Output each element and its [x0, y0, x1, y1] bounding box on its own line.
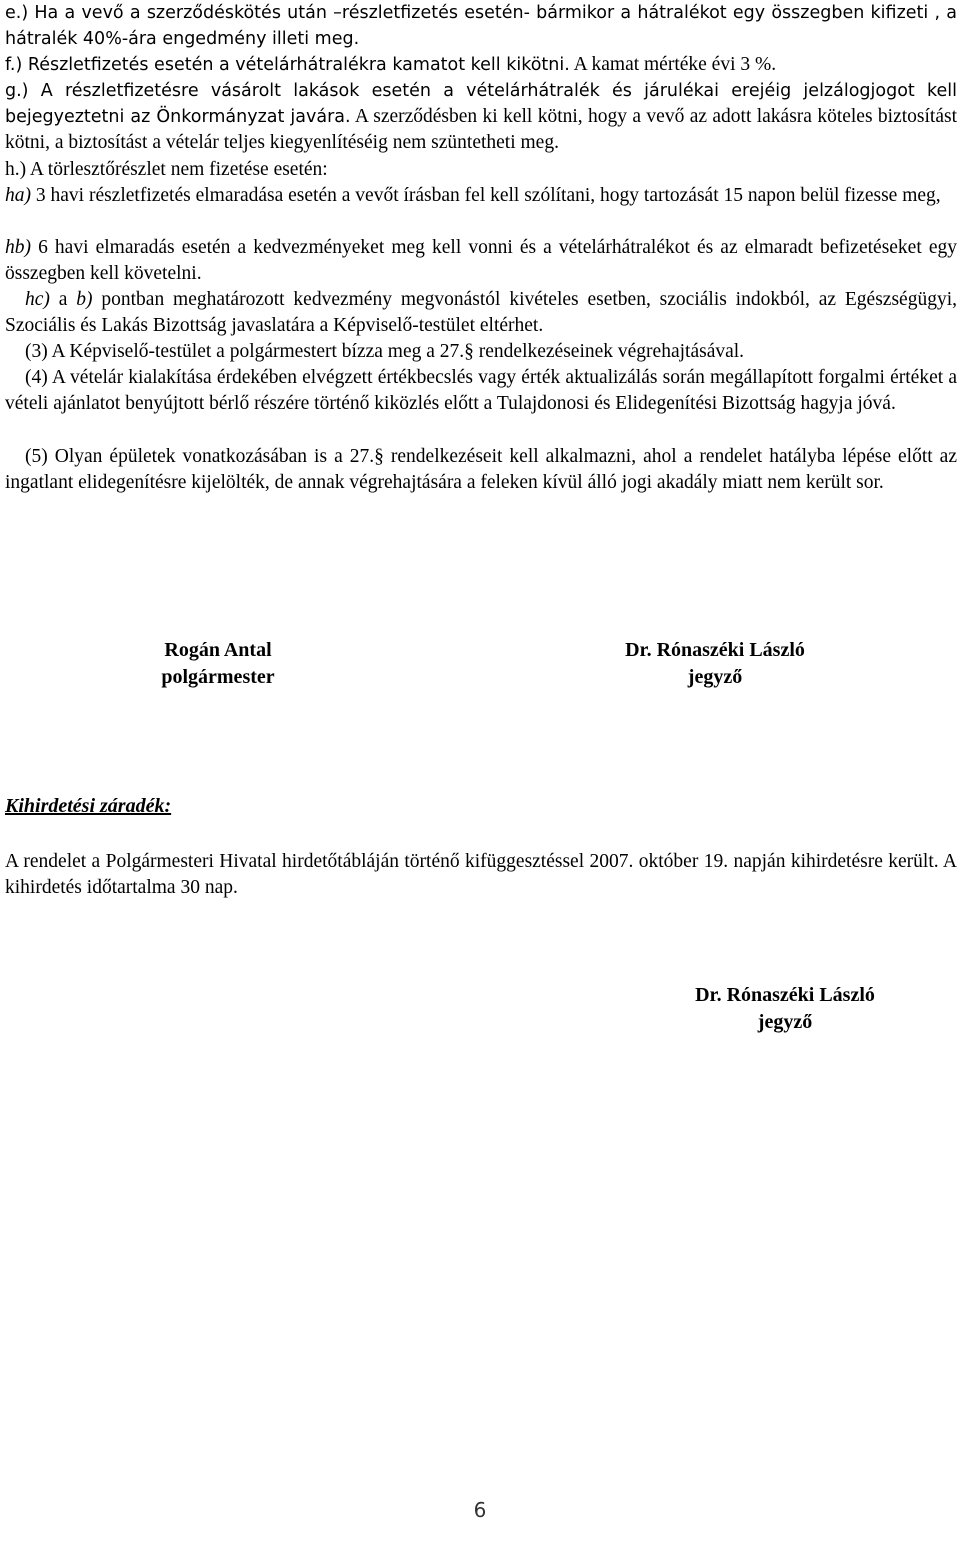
paragraph-3: [5, 339, 957, 365]
paragraph-f-rate: A kamat mértéke évi 3 %.: [569, 54, 777, 75]
signature-notary: [580, 637, 850, 691]
paragraph-ha-label: ha): [5, 185, 31, 206]
mayor-name: Rogán Antal: [164, 639, 272, 661]
announcement-paragraph: [5, 849, 957, 901]
paragraph-hb-text: 6 havi elmaradás esetén a kedvezményeket meg kell vonni és a vételárhátralékot és az elmaradt befizetéseket egy összegben kell követelni.: [5, 237, 957, 284]
notary-name: Dr. Rónaszéki László: [625, 639, 805, 661]
paragraph-f: [5, 52, 957, 78]
paragraph-4: [5, 365, 957, 417]
signature-final: [660, 982, 910, 1036]
paragraph-hb: [5, 235, 957, 287]
paragraph-g: [5, 78, 957, 156]
paragraph-hc-mid: a: [49, 289, 77, 310]
paragraph-h-text: h.) A törlesztőrészlet nem fizetése esetén:: [5, 159, 328, 180]
notary-title: jegyző: [687, 666, 743, 688]
paragraph-hc-ref: b): [76, 289, 93, 310]
paragraph-4-text: (4) A vételár kialakítása érdekében elvégzett értékbecslés vagy érték aktualizálás során megállapított forgalmi értéket a vételi ajánlatot benyújtott bérlő részére történő kiközlés előtt a Tulajdonosi és Elidegenítési Bizottság hagyja jóvá.: [5, 367, 957, 414]
paragraph-hc-label: hc): [25, 289, 50, 310]
page-number: 6: [473, 1498, 487, 1522]
paragraph-h: [5, 157, 957, 183]
announcement-text: A rendelet a Polgármesteri Hivatal hirdetőtábláján történő kifüggesztéssel 2007. október 19. napján kihirdetésre került. A kihirdetés időtartalma 30 nap.: [5, 851, 957, 898]
paragraph-hb-label: hb): [5, 237, 31, 258]
paragraph-g-text: g.) A részletfizetésre vásárolt lakások esetén a vételárhátralék és járulékai erejéig jelzálogjogot kell bejegyeztetni az Önkormányzat javára.: [5, 81, 957, 127]
paragraph-5-text: (5) Olyan épületek vonatkozásában is a 27.§ rendelkezéseit kell alkalmazni, ahol a rendelet hatályba lépése előtt az ingatlant elidegenítésre kijelölték, de annak végrehajtására a feleken kívül álló jogi akadály miatt nem került sor.: [5, 446, 957, 493]
announcement-heading: Kihirdetési záradék:: [5, 795, 172, 817]
final-notary-title: jegyző: [757, 1011, 813, 1033]
final-notary-name: Dr. Rónaszéki László: [695, 984, 875, 1006]
paragraph-ha: [5, 183, 957, 209]
paragraph-e-text: e.) Ha a vevő a szerződéskötés után –részletfizetés esetén- bármikor a hátralékot egy összegben kifizeti , a hátralék 40%-ára engedmény illeti meg.: [5, 3, 957, 49]
paragraph-hc: [5, 287, 957, 339]
paragraph-hc-text: pontban meghatározott kedvezmény megvonástól kivételes esetben, szociális indokból, az Egészségügyi, Szociális és Lakás Bizottság javaslatára a Képviselő-testület eltérhet.: [5, 289, 957, 336]
mayor-title: polgármester: [161, 666, 275, 688]
paragraph-5: [5, 444, 957, 496]
paragraph-e: [5, 0, 957, 52]
paragraph-g-insurance: A szerződésben ki kell kötni, hogy a vevő az adott lakásra köteles biztosítást kötni, a biztosítást a vételár teljes kiegyenlítéséig nem szüntetheti meg.: [5, 106, 957, 153]
paragraph-ha-text: 3 havi részletfizetés elmaradása esetén a vevőt írásban fel kell szólítani, hogy tartozását 15 napon belül fizesse meg,: [31, 185, 941, 206]
signature-mayor: [118, 637, 318, 691]
paragraph-3-text: (3) A Képviselő-testület a polgármestert bízza meg a 27.§ rendelkezéseinek végrehajtásával.: [25, 341, 745, 362]
paragraph-f-text: f.) Részletfizetés esetén a vételárhátralékra kamatot kell kikötni.: [5, 55, 570, 75]
